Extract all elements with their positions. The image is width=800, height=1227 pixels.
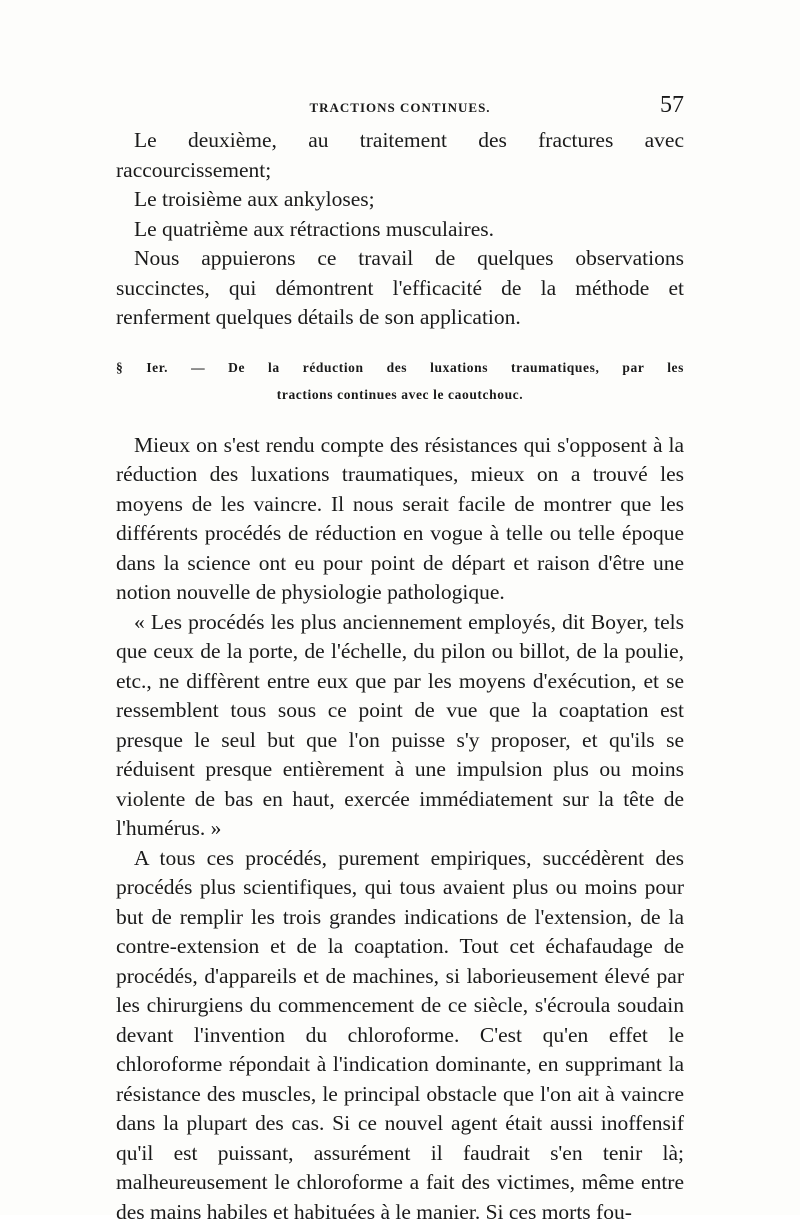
running-head: TRACTIONS CONTINUES. — [116, 100, 684, 116]
paragraph: Le quatrième aux rétractions musculaires. — [116, 215, 684, 245]
page-body — [116, 126, 684, 1227]
paragraph: Nous appuierons ce travail de quelques observations succinctes, qui démontrent l'efficacité de la méthode et renferment quelques détails de son application. — [116, 244, 684, 333]
section-heading-line-1: § Ier. — De la réduction des luxations traumatiques, par les — [116, 354, 684, 381]
paragraph: Le troisième aux ankyloses; — [116, 185, 684, 215]
section-heading — [116, 354, 684, 408]
section-heading-line-2: tractions continues avec le caoutchouc. — [116, 381, 684, 408]
paragraph: A tous ces procédés, purement empiriques, succédèrent des procédés plus scientifiques, qui tous avaient plus ou moins pour but de remplir les trois grandes indications de l'extension, de la contre-extension et de la coaptation. Tout cet échafaudage de procédés, d'appareils et de machines, si laborieusement élevé par les chirurgiens du commencement de ce siècle, s'écroula soudain devant l'invention du chloroforme. C'est qu'en effet le chloroforme répondait à l'indication dominante, en supprimant la résistance des muscles, le principal obstacle que l'on ait à vaincre dans la plupart des cas. Si ce nouvel agent était aussi inoffensif qu'il est puissant, assurément il faudrait s'en tenir là; malheureusement le chloroforme a fait des victimes, même entre des mains habiles et habituées à le manier. Si ces morts fou- — [116, 844, 684, 1227]
paragraph: Mieux on s'est rendu compte des résistances qui s'opposent à la réduction des luxations traumatiques, mieux on a trouvé les moyens de les vaincre. Il nous serait facile de montrer que les différents procédés de réduction en vogue à telle ou telle époque dans la science ont eu pour point de départ et raison d'être une notion nouvelle de physiologie pathologique. — [116, 431, 684, 608]
page-header — [116, 92, 684, 122]
paragraph: « Les procédés les plus anciennement employés, dit Boyer, tels que ceux de la porte, de l'échelle, du pilon ou billot, de la poulie, etc., ne diffèrent entre eux que par les moyens d'exécution, et se ressemblent tous sous ce point de vue que la coaptation est presque le seul but que l'on puisse s'y proposer, et qu'ils se réduisent presque entièrement à une impulsion plus ou moins violente de bas en haut, exercée immédiatement sur la tête de l'humérus. » — [116, 608, 684, 844]
page-number: 57 — [660, 92, 684, 119]
paragraph: Le deuxième, au traitement des fractures avec raccourcissement; — [116, 126, 684, 185]
